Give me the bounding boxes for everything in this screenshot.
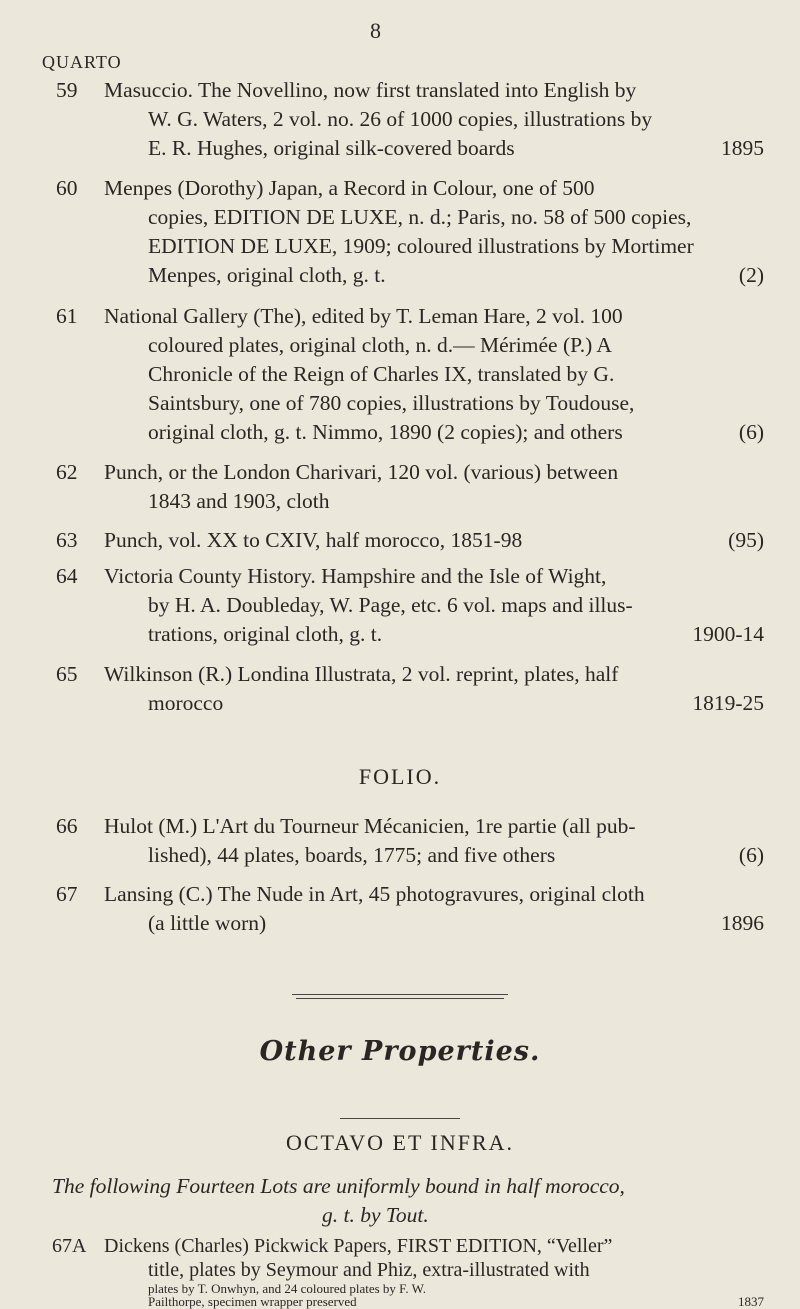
lot-line: Lansing (C.) The Nude in Art, 45 photogravures, original cloth [104, 882, 645, 906]
bound-note: The following Fourteen Lots are uniformly bound in half morocco, g. t. by Tout. [52, 1174, 625, 1227]
lot-line: copies, EDITION DE LUXE, n. d.; Paris, no. 58 of 500 copies, [148, 205, 692, 229]
lot-line: Masuccio. The Novellino, now first translated into English by [104, 78, 637, 102]
lot-number: 66 [56, 814, 78, 838]
folio-heading: FOLIO. [358, 764, 442, 789]
lot-line: by H. A. Doubleday, W. Page, etc. 6 vol. maps and illus- [148, 593, 633, 617]
lot-number: 62 [56, 460, 78, 484]
octavo-heading: OCTAVO ET INFRA. [285, 1130, 515, 1155]
lot-line: National Gallery (The), edited by T. Leman Hare, 2 vol. 100 [104, 304, 623, 328]
lot-number: 67 [56, 882, 78, 906]
lot-number: 59 [56, 78, 78, 102]
lot-line: W. G. Waters, 2 vol. no. 26 of 1000 copies, illustrations by [148, 107, 653, 131]
lot-line: 1843 and 1903, cloth [148, 489, 330, 513]
lot-date: (2) [738, 263, 764, 287]
lot-line: E. R. Hughes, original silk-covered boards 1895 [104, 134, 764, 163]
lot-line: Hulot (M.) L'Art du Tourneur Mécanicien, 1re partie (all pub- [104, 814, 636, 838]
lot-number: 63 [56, 528, 78, 552]
lot-line: original cloth, g. t. Nimmo, 1890 (2 copies); and others (6) [104, 418, 764, 447]
lot-number: 67A [52, 1235, 87, 1257]
page-number: 8 [370, 18, 381, 43]
lot-number: 60 [56, 176, 78, 200]
lot-line: Menpes (Dorothy) Japan, a Record in Colour, one of 500 [104, 176, 595, 200]
lot-line: Victoria County History. Hampshire and the Isle of Wight, [104, 564, 607, 588]
lot-date: 1895 [721, 136, 764, 160]
lot-date: 1896 [721, 911, 764, 935]
lot-line: Punch, or the London Charivari, 120 vol. (various) between [104, 460, 619, 484]
lot-date: 1837 [738, 1294, 764, 1309]
lot-date: 1819-25 [692, 691, 764, 715]
lot-date: (6) [738, 843, 764, 867]
lot-line: morocco 1819-25 [104, 689, 764, 718]
lot-date: (95) [728, 528, 764, 552]
lot-number: 65 [56, 662, 78, 686]
lot-line: Pailthorpe, specimen wrapper preserved 1837 [148, 1294, 764, 1309]
lot-date: (6) [738, 420, 764, 444]
lot-entry-continuation [0, 1282, 800, 1309]
lot-line: EDITION DE LUXE, 1909; coloured illustrations by Mortimer [148, 234, 694, 258]
section-title: QUARTO [42, 52, 122, 72]
other-properties-heading: Other Properties. [259, 1036, 541, 1067]
lot-date: 1900-14 [692, 622, 764, 646]
lot-line: title, plates by Seymour and Phiz, extra-illustrated with [148, 1259, 590, 1281]
lot-number: 64 [56, 564, 78, 588]
lot-line: coloured plates, original cloth, n. d.— Mérimée (P.) A [148, 333, 612, 357]
lot-line: (a little worn) 1896 [104, 909, 764, 938]
lot-line: Chronicle of the Reign of Charles IX, translated by G. [148, 362, 615, 386]
lot-line: Punch, vol. XX to CXIV, half morocco, 1851-98 (95) [104, 526, 764, 555]
lot-line: lished), 44 plates, boards, 1775; and five others (6) [104, 841, 764, 870]
lot-line: plates by T. Onwhyn, and 24 coloured plates by F. W. [148, 1282, 426, 1296]
lot-number: 61 [56, 304, 78, 328]
lot-line: Menpes, original cloth, g. t. (2) [104, 261, 764, 290]
lot-line: Dickens (Charles) Pickwick Papers, FIRST EDITION, “Veller” [104, 1235, 613, 1257]
lot-line: trations, original cloth, g. t. 1900-14 [104, 620, 764, 649]
lot-line: Saintsbury, one of 780 copies, illustrations by Toudouse, [148, 391, 635, 415]
divider-rule [292, 994, 508, 995]
short-rule [340, 1118, 460, 1119]
lot-line: Wilkinson (R.) Londina Illustrata, 2 vol. reprint, plates, half [104, 662, 619, 686]
page-header [0, 14, 800, 72]
divider-rule [296, 998, 504, 999]
